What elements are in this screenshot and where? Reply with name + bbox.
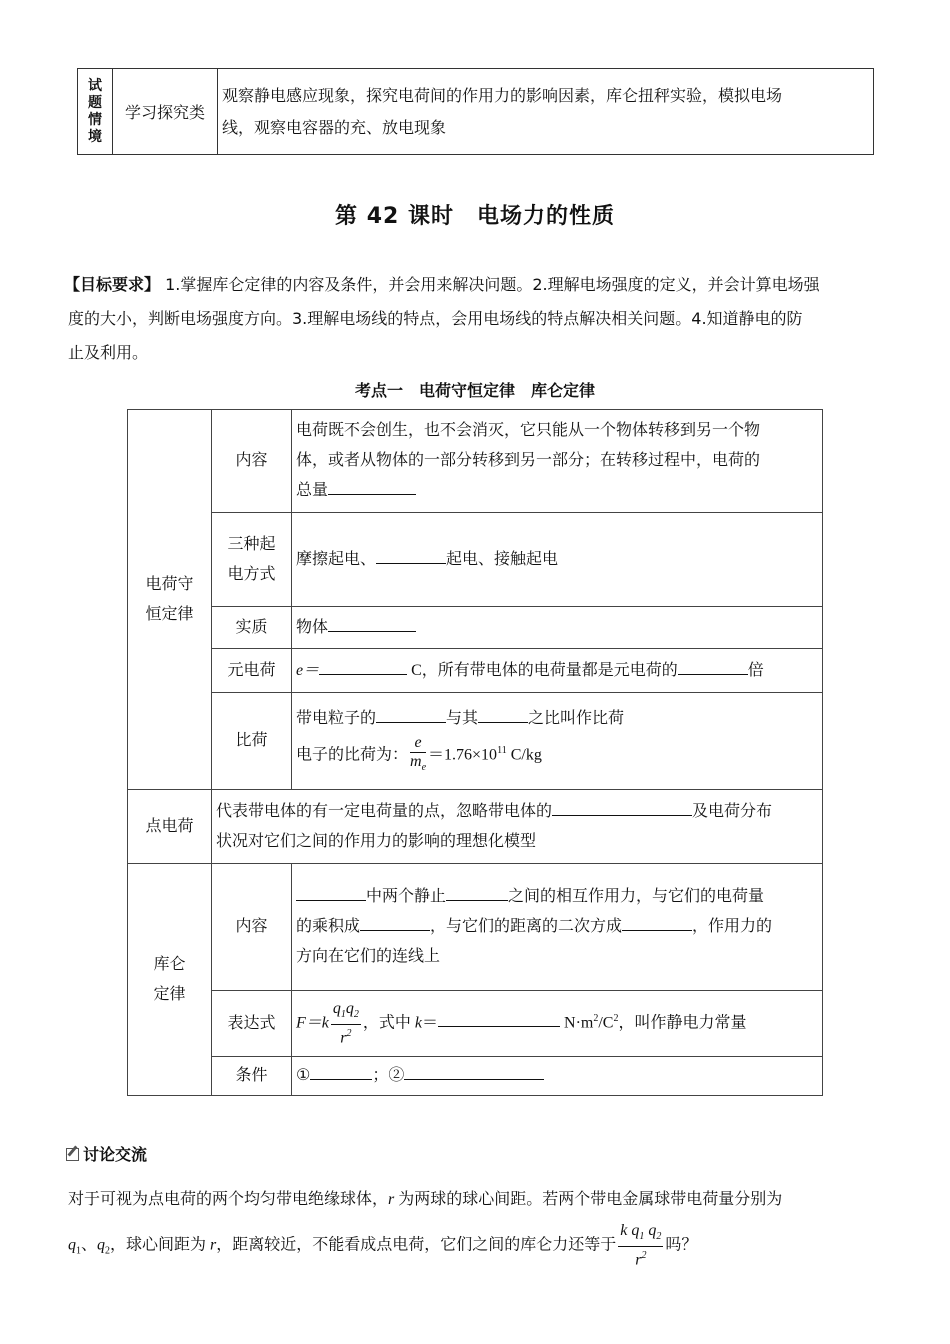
coulomb-content	[292, 864, 823, 991]
superscript: 2	[593, 1012, 599, 1024]
text-part: 中两个静止	[366, 888, 447, 905]
label-line: 电方式	[227, 565, 276, 583]
unit-part: N·m	[560, 1014, 594, 1032]
lesson-title: 第 42 课时 电场力的性质	[335, 204, 615, 229]
text-part: 方向在它们的连线上	[296, 948, 441, 965]
situation-description-line1: 观察静电感应现象，探究电荷间的作用力的影响因素，库仑扭秤实验，模拟电场	[222, 85, 783, 105]
group-conservation-label	[128, 410, 212, 790]
objectives	[62, 268, 884, 370]
text-line: 体，或者从物体的一部分转移到另一部分；在转移过程中，电荷的	[296, 452, 761, 469]
blank-shape-size[interactable]	[552, 798, 692, 816]
text-part: 及电荷分布	[692, 802, 773, 820]
blank-method[interactable]	[376, 546, 446, 564]
text-part: e＝	[296, 661, 320, 679]
group-coulomb-label	[128, 864, 212, 1096]
r-symbol: r	[210, 1236, 217, 1254]
text-part: 、	[81, 1236, 98, 1254]
group-label-line: 电荷守	[145, 575, 194, 593]
blank-total-charge[interactable]	[328, 477, 416, 495]
situation-label-char: 题	[88, 94, 102, 111]
text-line: 电荷既不会创生，也不会消灭，它只能从一个物体转移到另一个物	[296, 422, 761, 439]
row-label-expression: 表达式	[212, 991, 292, 1057]
fraction-numerator: e	[410, 734, 426, 753]
fraction-denominator	[410, 753, 426, 777]
formula-part: F＝k	[296, 1014, 329, 1032]
fraction-numerator	[331, 1000, 361, 1025]
situation-description	[218, 69, 874, 155]
blank-essence[interactable]	[328, 614, 416, 632]
text-part: C/kg	[506, 746, 542, 764]
label-line: 三种起	[227, 535, 276, 553]
text-part: ，式中	[362, 1014, 415, 1032]
subscript: 1	[76, 1245, 81, 1257]
text-part: 倍	[747, 661, 764, 679]
blank-mass[interactable]	[478, 705, 528, 723]
fraction-denominator	[618, 1247, 663, 1269]
row-label-methods	[212, 513, 292, 607]
blank-inverse[interactable]	[622, 913, 692, 931]
group-label-line: 恒定律	[145, 605, 194, 623]
q-symbol: q	[644, 1222, 657, 1239]
unit-part: /C	[598, 1014, 614, 1032]
q-symbol: q	[68, 1236, 76, 1254]
kq-symbol: k q	[620, 1222, 640, 1239]
text-part: ＝1.76×10	[428, 746, 498, 764]
r-symbol: r	[340, 1029, 347, 1047]
blank-charge[interactable]	[376, 705, 446, 723]
situation-label-char: 情	[88, 111, 102, 128]
text-part: 物体	[296, 618, 329, 636]
discussion-heading	[66, 1142, 147, 1165]
superscript: 2	[346, 1027, 352, 1039]
blank-elementary-charge[interactable]	[319, 657, 407, 675]
text-part: 之间的相互作用力，与它们的电荷量	[508, 888, 765, 905]
q-symbol: q	[345, 999, 354, 1017]
knowledge-table	[127, 409, 823, 1096]
subscript: 2	[353, 1008, 359, 1020]
text-part: ＝	[422, 1014, 439, 1032]
q-symbol: q	[97, 1236, 106, 1254]
exponent: 11	[497, 745, 507, 757]
text-part: 对于可视为点电荷的两个均匀带电绝缘球体，	[68, 1191, 389, 1208]
blank-coulomb-constant[interactable]	[438, 1009, 560, 1027]
text-part: 状况对它们之间的作用力的影响的理想化模型	[216, 832, 537, 850]
denominator-symbol: m	[410, 753, 422, 771]
essence-content	[292, 607, 823, 649]
fraction-denominator	[331, 1025, 361, 1047]
edit-note-icon	[66, 1148, 79, 1161]
discussion-text	[68, 1178, 880, 1274]
superscript: 2	[641, 1250, 647, 1262]
row-label-specific-charge: 比荷	[212, 693, 292, 790]
text-part: 带电粒子的	[296, 710, 377, 728]
situation-label-char: 境	[88, 128, 102, 145]
row-label-content: 内容	[212, 410, 292, 513]
discussion-heading-text: 讨论交流	[83, 1145, 148, 1164]
point-charge-content	[212, 790, 823, 864]
electrification-methods	[292, 513, 823, 607]
row-label-elementary: 元电荷	[212, 649, 292, 693]
text-line: 总量	[296, 482, 329, 499]
situation-category: 学习探究类	[113, 69, 218, 155]
text-part: ，作用力的	[692, 918, 773, 935]
situation-label-char: 试	[88, 77, 102, 94]
r-symbol: r	[388, 1191, 395, 1208]
objectives-line1: 1.掌握库仑定律的内容及条件，并会用来解决问题。2.理解电场强度的定义，并会计算电场强	[160, 275, 820, 294]
text-part: ，球心间距为	[110, 1236, 211, 1254]
objectives-line2: 度的大小，判断电场强度方向。3.理解电场线的特点，会用电场线的特点解决相关问题。4.知道静电的防	[68, 309, 803, 328]
group-label-line: 定律	[153, 985, 186, 1003]
subscript: 2	[105, 1245, 111, 1257]
condition-content	[292, 1057, 823, 1096]
text-part: 摩擦起电、	[296, 550, 377, 568]
row-label-point-charge: 点电荷	[128, 790, 212, 864]
situation-table	[77, 68, 874, 155]
fraction-numerator	[618, 1222, 663, 1247]
text-part: 电子的比荷为：	[296, 746, 409, 764]
situation-description-line2: 线，观察电容器的充、放电现象	[222, 117, 447, 137]
text-part: 起电、接触起电	[446, 550, 559, 568]
section-heading: 考点一 电荷守恒定律 库仑定律	[354, 381, 595, 400]
situation-label	[78, 69, 113, 155]
subscript: 1	[340, 1008, 346, 1020]
row-label-essence: 实质	[212, 607, 292, 649]
expression-content	[292, 991, 823, 1057]
objectives-line3: 止及利用。	[68, 343, 149, 362]
superscript: 2	[613, 1012, 619, 1024]
blank-condition-1[interactable]	[310, 1062, 372, 1080]
circle-number-1: ①	[296, 1067, 311, 1084]
subscript: 1	[639, 1231, 645, 1243]
circle-number-2: ；②	[372, 1067, 405, 1084]
row-label-condition: 条件	[212, 1057, 292, 1096]
text-part: ，与它们的距离的二次方成	[430, 918, 623, 935]
k-symbol: k	[414, 1014, 423, 1032]
text-part: ，距离较近，不能看成点电荷，它们之间的库仑力还等于	[216, 1236, 617, 1254]
text-part: 代表带电体的有一定电荷量的点，忽略带电体的	[216, 802, 553, 820]
text-part: 之比叫作比荷	[528, 710, 625, 728]
specific-charge-content	[292, 693, 823, 790]
objectives-label: 【目标要求】	[64, 275, 161, 294]
q-symbol: q	[332, 999, 341, 1017]
text-part: C，所有带电体的电荷量都是元电荷的	[407, 661, 678, 679]
blank-point-charges[interactable]	[446, 883, 508, 901]
electron-specific-charge-fraction	[410, 734, 426, 777]
subscript: 2	[656, 1231, 662, 1243]
text-part: 吗？	[665, 1236, 698, 1254]
blank-proportional[interactable]	[360, 913, 430, 931]
blank-multiple[interactable]	[678, 657, 748, 675]
text-part: 与其	[446, 710, 479, 728]
coulomb-fraction	[618, 1222, 663, 1270]
text-part: 为两球的球心间距。若两个带电金属球带电荷量分别为	[394, 1191, 783, 1208]
text-part: ，叫作静电力常量	[618, 1014, 747, 1032]
text-part: 的乘积成	[296, 918, 361, 935]
blank-medium[interactable]	[296, 883, 366, 901]
conservation-content	[292, 410, 823, 513]
blank-condition-2[interactable]	[404, 1062, 544, 1080]
coulomb-formula-fraction	[331, 1000, 361, 1048]
row-label-coulomb-content: 内容	[212, 864, 292, 991]
group-label-line: 库仑	[153, 955, 186, 973]
denominator-subscript: e	[421, 762, 427, 774]
r-symbol: r	[635, 1251, 642, 1269]
elementary-charge-content	[292, 649, 823, 693]
